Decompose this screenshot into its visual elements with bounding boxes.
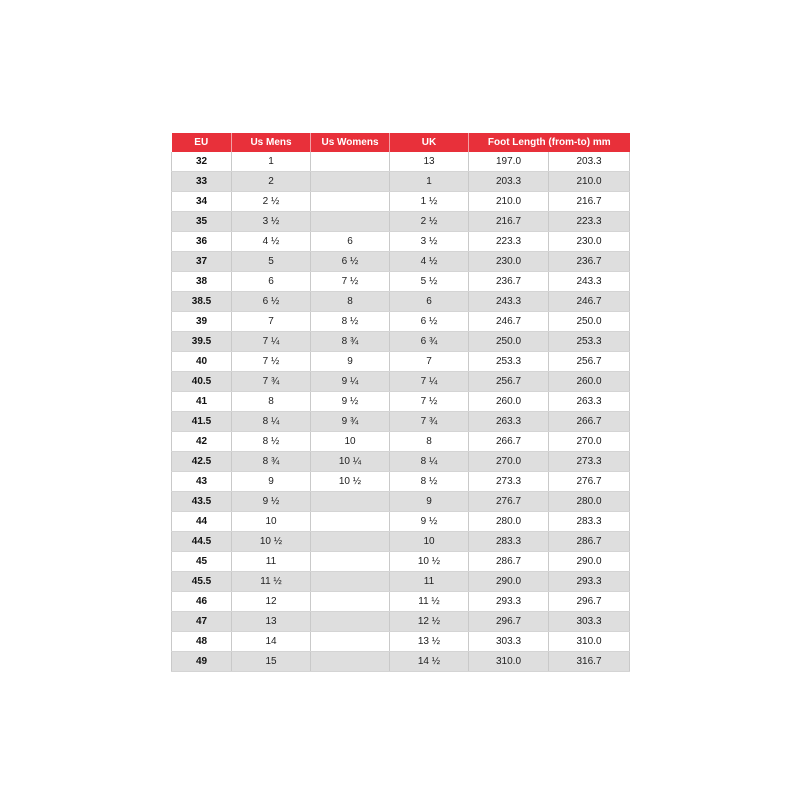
header-uk: UK bbox=[390, 133, 469, 152]
cell-foot-length-from: 296.7 bbox=[469, 612, 549, 632]
cell-us-womens: 6 bbox=[311, 232, 390, 252]
cell-foot-length-to: 216.7 bbox=[549, 192, 630, 212]
table-row bbox=[172, 472, 630, 492]
table-row bbox=[172, 572, 630, 592]
cell-us-womens bbox=[311, 592, 390, 612]
cell-foot-length-from: 243.3 bbox=[469, 292, 549, 312]
table-row bbox=[172, 552, 630, 572]
cell-us-mens: 11 bbox=[232, 552, 311, 572]
cell-us-womens bbox=[311, 152, 390, 172]
table-row bbox=[172, 632, 630, 652]
cell-us-womens: 8 bbox=[311, 292, 390, 312]
cell-us-mens: 13 bbox=[232, 612, 311, 632]
cell-eu: 38.5 bbox=[172, 292, 232, 312]
cell-us-womens: 8 ½ bbox=[311, 312, 390, 332]
cell-uk: 7 ½ bbox=[390, 392, 469, 412]
cell-foot-length-to: 246.7 bbox=[549, 292, 630, 312]
cell-foot-length-from: 253.3 bbox=[469, 352, 549, 372]
cell-uk: 2 ½ bbox=[390, 212, 469, 232]
cell-us-mens: 7 ½ bbox=[232, 352, 311, 372]
cell-eu: 34 bbox=[172, 192, 232, 212]
cell-foot-length-to: 296.7 bbox=[549, 592, 630, 612]
cell-foot-length-to: 293.3 bbox=[549, 572, 630, 592]
cell-foot-length-from: 266.7 bbox=[469, 432, 549, 452]
table-row bbox=[172, 272, 630, 292]
cell-us-mens: 9 bbox=[232, 472, 311, 492]
cell-us-mens: 1 bbox=[232, 152, 311, 172]
cell-us-mens: 14 bbox=[232, 632, 311, 652]
cell-foot-length-to: 263.3 bbox=[549, 392, 630, 412]
cell-eu: 32 bbox=[172, 152, 232, 172]
cell-foot-length-to: 256.7 bbox=[549, 352, 630, 372]
cell-foot-length-from: 197.0 bbox=[469, 152, 549, 172]
cell-uk: 7 ¼ bbox=[390, 372, 469, 392]
cell-foot-length-to: 230.0 bbox=[549, 232, 630, 252]
size-chart-table bbox=[171, 133, 630, 672]
cell-eu: 39 bbox=[172, 312, 232, 332]
cell-eu: 41 bbox=[172, 392, 232, 412]
cell-foot-length-from: 203.3 bbox=[469, 172, 549, 192]
cell-foot-length-from: 303.3 bbox=[469, 632, 549, 652]
table-row bbox=[172, 532, 630, 552]
cell-foot-length-from: 210.0 bbox=[469, 192, 549, 212]
cell-us-womens bbox=[311, 552, 390, 572]
cell-foot-length-to: 210.0 bbox=[549, 172, 630, 192]
header-eu: EU bbox=[172, 133, 232, 152]
cell-us-womens bbox=[311, 612, 390, 632]
table-row bbox=[172, 252, 630, 272]
cell-foot-length-from: 270.0 bbox=[469, 452, 549, 472]
cell-foot-length-from: 273.3 bbox=[469, 472, 549, 492]
cell-eu: 43.5 bbox=[172, 492, 232, 512]
cell-us-mens: 8 ¾ bbox=[232, 452, 311, 472]
cell-foot-length-from: 246.7 bbox=[469, 312, 549, 332]
cell-uk: 3 ½ bbox=[390, 232, 469, 252]
cell-foot-length-from: 216.7 bbox=[469, 212, 549, 232]
cell-foot-length-to: 273.3 bbox=[549, 452, 630, 472]
cell-eu: 42 bbox=[172, 432, 232, 452]
header-us-womens: Us Womens bbox=[311, 133, 390, 152]
table-row bbox=[172, 432, 630, 452]
cell-uk: 5 ½ bbox=[390, 272, 469, 292]
cell-us-mens: 6 ½ bbox=[232, 292, 311, 312]
cell-foot-length-to: 290.0 bbox=[549, 552, 630, 572]
cell-us-womens bbox=[311, 532, 390, 552]
cell-foot-length-to: 203.3 bbox=[549, 152, 630, 172]
cell-eu: 46 bbox=[172, 592, 232, 612]
table-row bbox=[172, 172, 630, 192]
cell-us-mens: 8 bbox=[232, 392, 311, 412]
cell-uk: 1 bbox=[390, 172, 469, 192]
cell-us-mens: 15 bbox=[232, 652, 311, 672]
cell-eu: 37 bbox=[172, 252, 232, 272]
cell-us-mens: 2 bbox=[232, 172, 311, 192]
cell-us-womens bbox=[311, 212, 390, 232]
cell-foot-length-to: 260.0 bbox=[549, 372, 630, 392]
cell-eu: 44 bbox=[172, 512, 232, 532]
cell-foot-length-from: 283.3 bbox=[469, 532, 549, 552]
table-row bbox=[172, 232, 630, 252]
header-foot-length: Foot Length (from-to) mm bbox=[469, 133, 630, 152]
cell-us-mens: 2 ½ bbox=[232, 192, 311, 212]
cell-foot-length-from: 263.3 bbox=[469, 412, 549, 432]
table-row bbox=[172, 352, 630, 372]
cell-foot-length-to: 276.7 bbox=[549, 472, 630, 492]
cell-uk: 10 ½ bbox=[390, 552, 469, 572]
cell-uk: 11 ½ bbox=[390, 592, 469, 612]
cell-foot-length-to: 270.0 bbox=[549, 432, 630, 452]
cell-foot-length-from: 310.0 bbox=[469, 652, 549, 672]
cell-eu: 35 bbox=[172, 212, 232, 232]
cell-eu: 40.5 bbox=[172, 372, 232, 392]
table-row bbox=[172, 492, 630, 512]
cell-uk: 8 bbox=[390, 432, 469, 452]
cell-us-mens: 6 bbox=[232, 272, 311, 292]
cell-us-womens bbox=[311, 492, 390, 512]
cell-foot-length-to: 280.0 bbox=[549, 492, 630, 512]
cell-us-mens: 8 ½ bbox=[232, 432, 311, 452]
cell-foot-length-from: 250.0 bbox=[469, 332, 549, 352]
cell-foot-length-to: 286.7 bbox=[549, 532, 630, 552]
cell-us-womens bbox=[311, 632, 390, 652]
cell-us-womens: 10 ½ bbox=[311, 472, 390, 492]
cell-us-womens: 8 ¾ bbox=[311, 332, 390, 352]
cell-eu: 48 bbox=[172, 632, 232, 652]
table-row bbox=[172, 372, 630, 392]
cell-us-mens: 7 bbox=[232, 312, 311, 332]
table-row bbox=[172, 392, 630, 412]
cell-us-womens: 9 ½ bbox=[311, 392, 390, 412]
cell-us-womens: 6 ½ bbox=[311, 252, 390, 272]
cell-foot-length-to: 223.3 bbox=[549, 212, 630, 232]
table-header bbox=[172, 133, 630, 152]
cell-foot-length-from: 260.0 bbox=[469, 392, 549, 412]
cell-eu: 39.5 bbox=[172, 332, 232, 352]
cell-foot-length-from: 290.0 bbox=[469, 572, 549, 592]
cell-foot-length-to: 316.7 bbox=[549, 652, 630, 672]
table-row bbox=[172, 652, 630, 672]
cell-foot-length-to: 250.0 bbox=[549, 312, 630, 332]
cell-uk: 9 ½ bbox=[390, 512, 469, 532]
table-row bbox=[172, 192, 630, 212]
cell-uk: 6 ½ bbox=[390, 312, 469, 332]
cell-foot-length-to: 243.3 bbox=[549, 272, 630, 292]
cell-us-womens bbox=[311, 512, 390, 532]
cell-eu: 49 bbox=[172, 652, 232, 672]
table-body bbox=[172, 152, 630, 672]
table-row bbox=[172, 212, 630, 232]
table-row bbox=[172, 412, 630, 432]
table-row bbox=[172, 512, 630, 532]
cell-foot-length-to: 266.7 bbox=[549, 412, 630, 432]
cell-us-mens: 12 bbox=[232, 592, 311, 612]
cell-us-mens: 11 ½ bbox=[232, 572, 311, 592]
cell-eu: 45.5 bbox=[172, 572, 232, 592]
cell-eu: 44.5 bbox=[172, 532, 232, 552]
cell-us-mens: 5 bbox=[232, 252, 311, 272]
cell-us-womens bbox=[311, 172, 390, 192]
cell-us-mens: 4 ½ bbox=[232, 232, 311, 252]
cell-uk: 10 bbox=[390, 532, 469, 552]
cell-eu: 42.5 bbox=[172, 452, 232, 472]
cell-uk: 9 bbox=[390, 492, 469, 512]
cell-foot-length-to: 310.0 bbox=[549, 632, 630, 652]
cell-eu: 47 bbox=[172, 612, 232, 632]
cell-foot-length-to: 253.3 bbox=[549, 332, 630, 352]
cell-uk: 1 ½ bbox=[390, 192, 469, 212]
cell-foot-length-from: 230.0 bbox=[469, 252, 549, 272]
cell-uk: 7 ¾ bbox=[390, 412, 469, 432]
cell-us-womens: 9 bbox=[311, 352, 390, 372]
table-row bbox=[172, 332, 630, 352]
cell-foot-length-from: 223.3 bbox=[469, 232, 549, 252]
cell-eu: 40 bbox=[172, 352, 232, 372]
cell-uk: 4 ½ bbox=[390, 252, 469, 272]
cell-foot-length-from: 286.7 bbox=[469, 552, 549, 572]
cell-foot-length-from: 293.3 bbox=[469, 592, 549, 612]
table-row bbox=[172, 612, 630, 632]
cell-eu: 43 bbox=[172, 472, 232, 492]
cell-foot-length-from: 256.7 bbox=[469, 372, 549, 392]
cell-eu: 45 bbox=[172, 552, 232, 572]
cell-us-mens: 10 bbox=[232, 512, 311, 532]
table-row bbox=[172, 292, 630, 312]
cell-uk: 13 ½ bbox=[390, 632, 469, 652]
cell-us-womens: 10 ¼ bbox=[311, 452, 390, 472]
cell-foot-length-from: 280.0 bbox=[469, 512, 549, 532]
cell-us-womens bbox=[311, 192, 390, 212]
cell-uk: 7 bbox=[390, 352, 469, 372]
cell-uk: 14 ½ bbox=[390, 652, 469, 672]
cell-uk: 11 bbox=[390, 572, 469, 592]
cell-us-womens bbox=[311, 572, 390, 592]
cell-uk: 6 ¾ bbox=[390, 332, 469, 352]
cell-foot-length-to: 283.3 bbox=[549, 512, 630, 532]
table-row bbox=[172, 592, 630, 612]
cell-uk: 6 bbox=[390, 292, 469, 312]
cell-eu: 36 bbox=[172, 232, 232, 252]
cell-eu: 38 bbox=[172, 272, 232, 292]
cell-us-womens: 10 bbox=[311, 432, 390, 452]
cell-foot-length-to: 236.7 bbox=[549, 252, 630, 272]
cell-uk: 12 ½ bbox=[390, 612, 469, 632]
cell-us-mens: 9 ½ bbox=[232, 492, 311, 512]
cell-us-mens: 3 ½ bbox=[232, 212, 311, 232]
cell-us-mens: 8 ¼ bbox=[232, 412, 311, 432]
cell-us-mens: 10 ½ bbox=[232, 532, 311, 552]
cell-uk: 13 bbox=[390, 152, 469, 172]
table-row bbox=[172, 452, 630, 472]
cell-uk: 8 ½ bbox=[390, 472, 469, 492]
header-row bbox=[172, 133, 630, 152]
table-row bbox=[172, 152, 630, 172]
cell-foot-length-to: 303.3 bbox=[549, 612, 630, 632]
cell-us-mens: 7 ¼ bbox=[232, 332, 311, 352]
cell-us-womens bbox=[311, 652, 390, 672]
header-us-mens: Us Mens bbox=[232, 133, 311, 152]
cell-uk: 8 ¼ bbox=[390, 452, 469, 472]
cell-us-mens: 7 ¾ bbox=[232, 372, 311, 392]
cell-us-womens: 9 ¾ bbox=[311, 412, 390, 432]
cell-eu: 41.5 bbox=[172, 412, 232, 432]
table-row bbox=[172, 312, 630, 332]
cell-foot-length-from: 276.7 bbox=[469, 492, 549, 512]
cell-us-womens: 7 ½ bbox=[311, 272, 390, 292]
cell-eu: 33 bbox=[172, 172, 232, 192]
cell-foot-length-from: 236.7 bbox=[469, 272, 549, 292]
cell-us-womens: 9 ¼ bbox=[311, 372, 390, 392]
